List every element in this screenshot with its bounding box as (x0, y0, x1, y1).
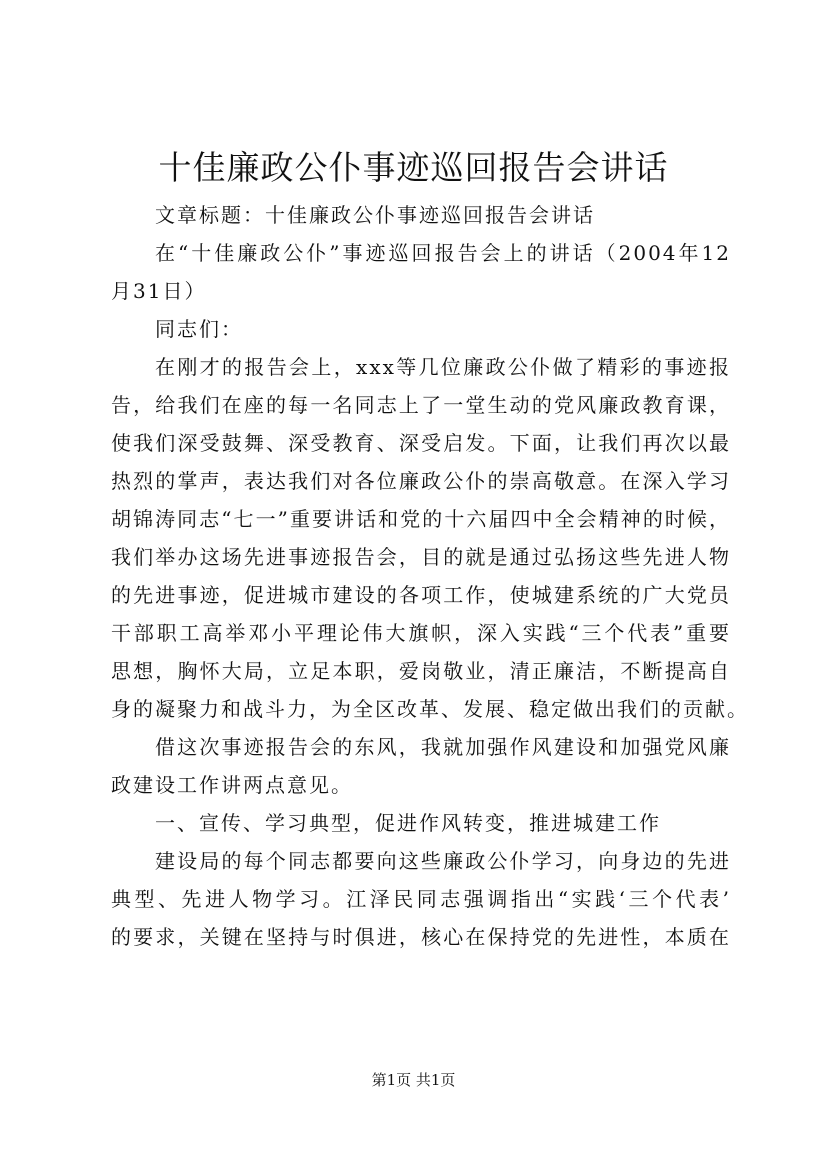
page-footer: 第1页 共1页 (371, 1071, 456, 1089)
text-line: 热烈的掌声，表达我们对各位廉政公仆的崇高敬意。在深入学习 (111, 469, 731, 493)
document-body (111, 196, 749, 956)
text-line: 文章标题：十佳廉政公仆事迹巡回报告会讲话 (155, 203, 595, 227)
document-title: 十佳廉政公仆事迹巡回报告会讲话 (158, 148, 669, 187)
text-line: 思想，胸怀大局，立足本职，爱岗敬业，清正廉洁，不断提高自 (111, 659, 731, 683)
text-line: 身的凝聚力和战斗力，为全区改革、发展、稳定做出我们的贡献。 (111, 697, 749, 721)
text-line: 同志们： (155, 317, 243, 341)
text-line: 告，给我们在座的每一名同志上了一堂生动的党风廉政教育课， (111, 393, 731, 417)
text-line: 在“十佳廉政公仆”事迹巡回报告会上的讲话（2004年12 (155, 241, 731, 265)
text-line: 在刚才的报告会上，xxx等几位廉政公仆做了精彩的事迹报 (155, 355, 731, 379)
text-line: 一、宣传、学习典型，促进作风转变，推进城建工作 (155, 811, 661, 835)
text-line: 我们举办这场先进事迹报告会，目的就是通过弘扬这些先进人物 (111, 545, 731, 569)
text-line: 月31日） (111, 279, 207, 303)
text-line: 政建设工作讲两点意见。 (111, 773, 353, 797)
text-line: 使我们深受鼓舞、深受教育、深受启发。下面，让我们再次以最 (111, 431, 731, 455)
text-line: 典型、先进人物学习。江泽民同志强调指出“实践‘三个代表’ (111, 887, 731, 911)
text-line: 的要求，关键在坚持与时俱进，核心在保持党的先进性，本质在 (111, 925, 731, 949)
text-line: 的先进事迹，促进城市建设的各项工作，使城建系统的广大党员 (111, 583, 731, 607)
text-line: 建设局的每个同志都要向这些廉政公仆学习，向身边的先进 (155, 849, 731, 873)
text-line: 干部职工高举邓小平理论伟大旗帜，深入实践“三个代表”重要 (111, 621, 731, 645)
text-line: 胡锦涛同志“七一”重要讲话和党的十六届四中全会精神的时候， (111, 507, 731, 531)
text-line: 借这次事迹报告会的东风，我就加强作风建设和加强党风廉 (155, 735, 731, 759)
